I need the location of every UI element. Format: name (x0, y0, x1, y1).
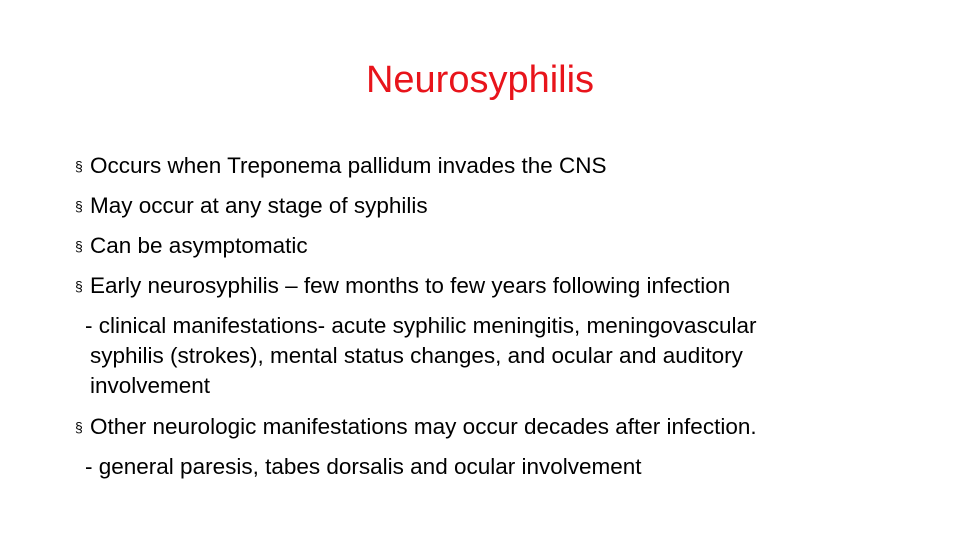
bullet-item (75, 186, 935, 226)
square-bullet-icon: § (75, 198, 83, 214)
bullet-item (75, 146, 935, 186)
bullet-item (75, 266, 935, 306)
sub-item-line: syphilis (strokes), mental status changes, and ocular and auditory (90, 343, 743, 368)
bullet-text: Other neurologic manifestations may occur decades after infection. (90, 414, 757, 439)
square-bullet-icon: § (75, 158, 83, 174)
bullet-text: Can be asymptomatic (90, 233, 308, 258)
bullet-item (75, 407, 935, 447)
bullet-text: Occurs when Treponema pallidum invades the CNS (90, 153, 607, 178)
sub-item-line: - clinical manifestations- acute syphilic meningitis, meningovascular (85, 313, 757, 338)
bullet-text: May occur at any stage of syphilis (90, 193, 428, 218)
square-bullet-icon: § (75, 419, 83, 435)
sub-item-line: - general paresis, tabes dorsalis and ocular involvement (85, 454, 642, 479)
square-bullet-icon: § (75, 278, 83, 294)
bullet-text: Early neurosyphilis – few months to few years following infection (90, 273, 731, 298)
bullet-item (75, 226, 935, 266)
sub-item-line: involvement (90, 373, 211, 398)
slide-title: Neurosyphilis (365, 59, 595, 101)
square-bullet-icon: § (75, 238, 83, 254)
bullet-list (75, 146, 935, 487)
